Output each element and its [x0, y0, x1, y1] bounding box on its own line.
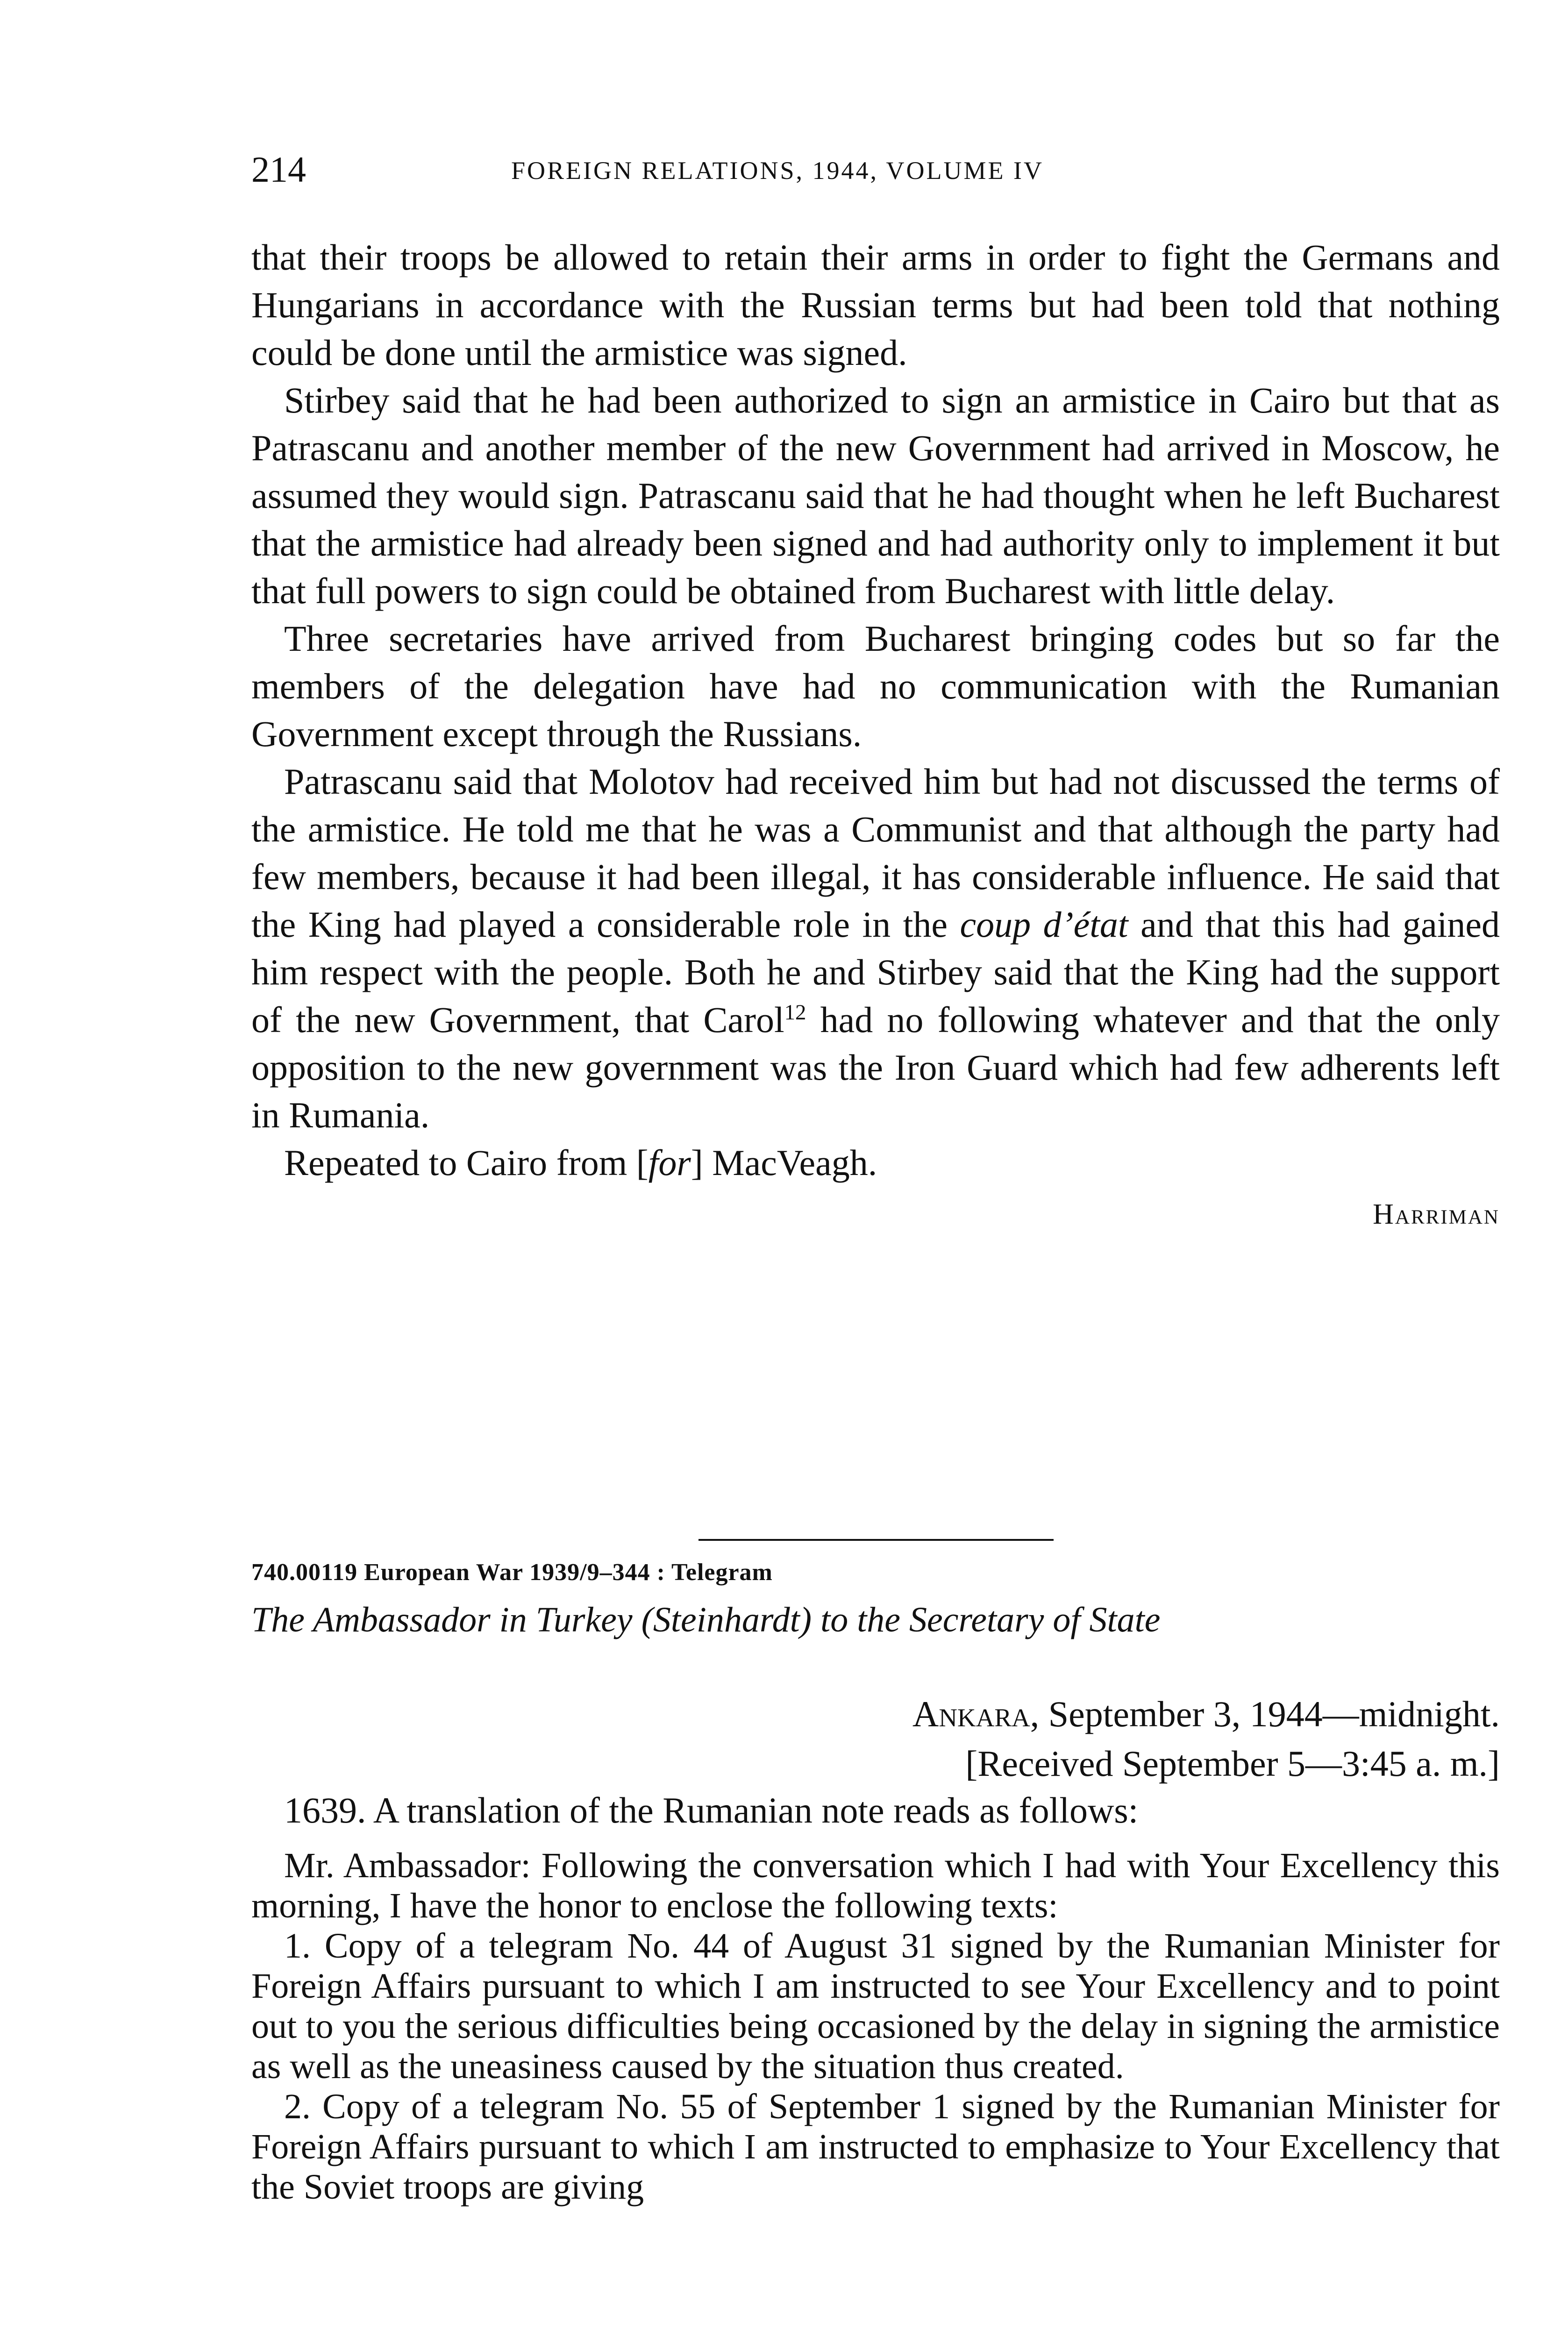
running-title: FOREIGN RELATIONS, 1944, VOLUME IV: [511, 157, 1044, 185]
section-divider: [698, 1539, 1054, 1541]
dateline-date: , September 3, 1944—midnight.: [1030, 1694, 1500, 1734]
telegram-intro: 1639. A translation of the Rumanian note reads as follows:: [284, 1790, 1139, 1830]
repeated-text-1: Repeated to Cairo from [: [284, 1142, 649, 1183]
signature: Harriman: [1373, 1198, 1500, 1230]
paragraph-secretaries: Three secretaries have arrived from Bucharest bringing codes but so far the members of the delegation have had no communication with the Rumanian Government except through the Russians.: [251, 618, 1500, 754]
dateline-sent: [251, 1689, 1500, 1739]
dateline-place: Ankara: [912, 1694, 1030, 1734]
document-title: The Ambassador in Turkey (Steinhardt) to the Secretary of State: [251, 1600, 1161, 1639]
paragraph-molotov-text-2: and that this had gained him respect with the people. Both he and Stirbey said that the King had the support of the new Government, that Carol: [251, 904, 1500, 1040]
paragraph-continued: that their troops be allowed to retain their arms in order to fight the Germans and Hungarians in accordance with the Russian terms but had been told that nothing could be done until the armistice was signed.: [251, 237, 1500, 373]
dateline-received: [Received September 5—3:45 a. m.]: [965, 1743, 1500, 1784]
coup-detat-italic: coup d’état: [960, 904, 1128, 945]
quote-salutation: Mr. Ambassador: Following the conversation which I had with Your Excellency this morning, I have the honor to enclose the following texts:: [251, 1846, 1500, 1925]
dateline: [251, 1689, 1500, 1788]
paragraph-molotov: [251, 758, 1500, 1139]
running-head: [251, 149, 1500, 200]
document-reference: 740.00119 European War 1939/9–344 : Telegram: [251, 1559, 773, 1586]
paragraph-repeated: [251, 1139, 1500, 1187]
repeated-text-2: ] MacVeagh.: [691, 1142, 877, 1183]
quote-item-1: 1. Copy of a telegram No. 44 of August 31 signed by the Rumanian Minister for Foreign Affairs pursuant to which I am instructed to see Your Excellency and to point out to you the serious difficulties being occasioned by the delay in signing the armistice as well as the uneasiness caused by the situation thus created.: [251, 1926, 1500, 2086]
body-text: [251, 234, 1500, 1238]
paragraph-molotov-text-1: Patrascanu said that Molotov had received him but had not discussed the terms of the armistice. He told me that he was a Communist and that although the party had few members, because it had been illegal, it has considerable influence. He said that the King had played a considerable role in the: [251, 761, 1500, 945]
paragraph-stirbey: Stirbey said that he had been authorized to sign an armistice in Cairo but that as Patrascanu and another member of the new Government had arrived in Moscow, he assumed they would sign. Patrascanu said that he had thought when he left Bucharest that the armistice had already been signed and had authority only to implement it but that full powers to sign could be obtained from Bucharest with little delay.: [251, 380, 1500, 611]
footnote-reference: 12: [784, 1000, 806, 1025]
page-number: 214: [251, 149, 306, 190]
paragraph-molotov-text-3: had no following whatever and that the only opposition to the new government was the Iron Guard which had few adherents left in Rumania.: [251, 999, 1500, 1135]
for-italic: for: [648, 1142, 691, 1183]
quoted-note: [251, 1845, 1500, 2207]
quote-item-2: 2. Copy of a telegram No. 55 of September 1 signed by the Rumanian Minister for Foreign Affairs pursuant to which I am instructed to emphasize to Your Excellency that the Soviet troops are giving: [251, 2087, 1500, 2207]
